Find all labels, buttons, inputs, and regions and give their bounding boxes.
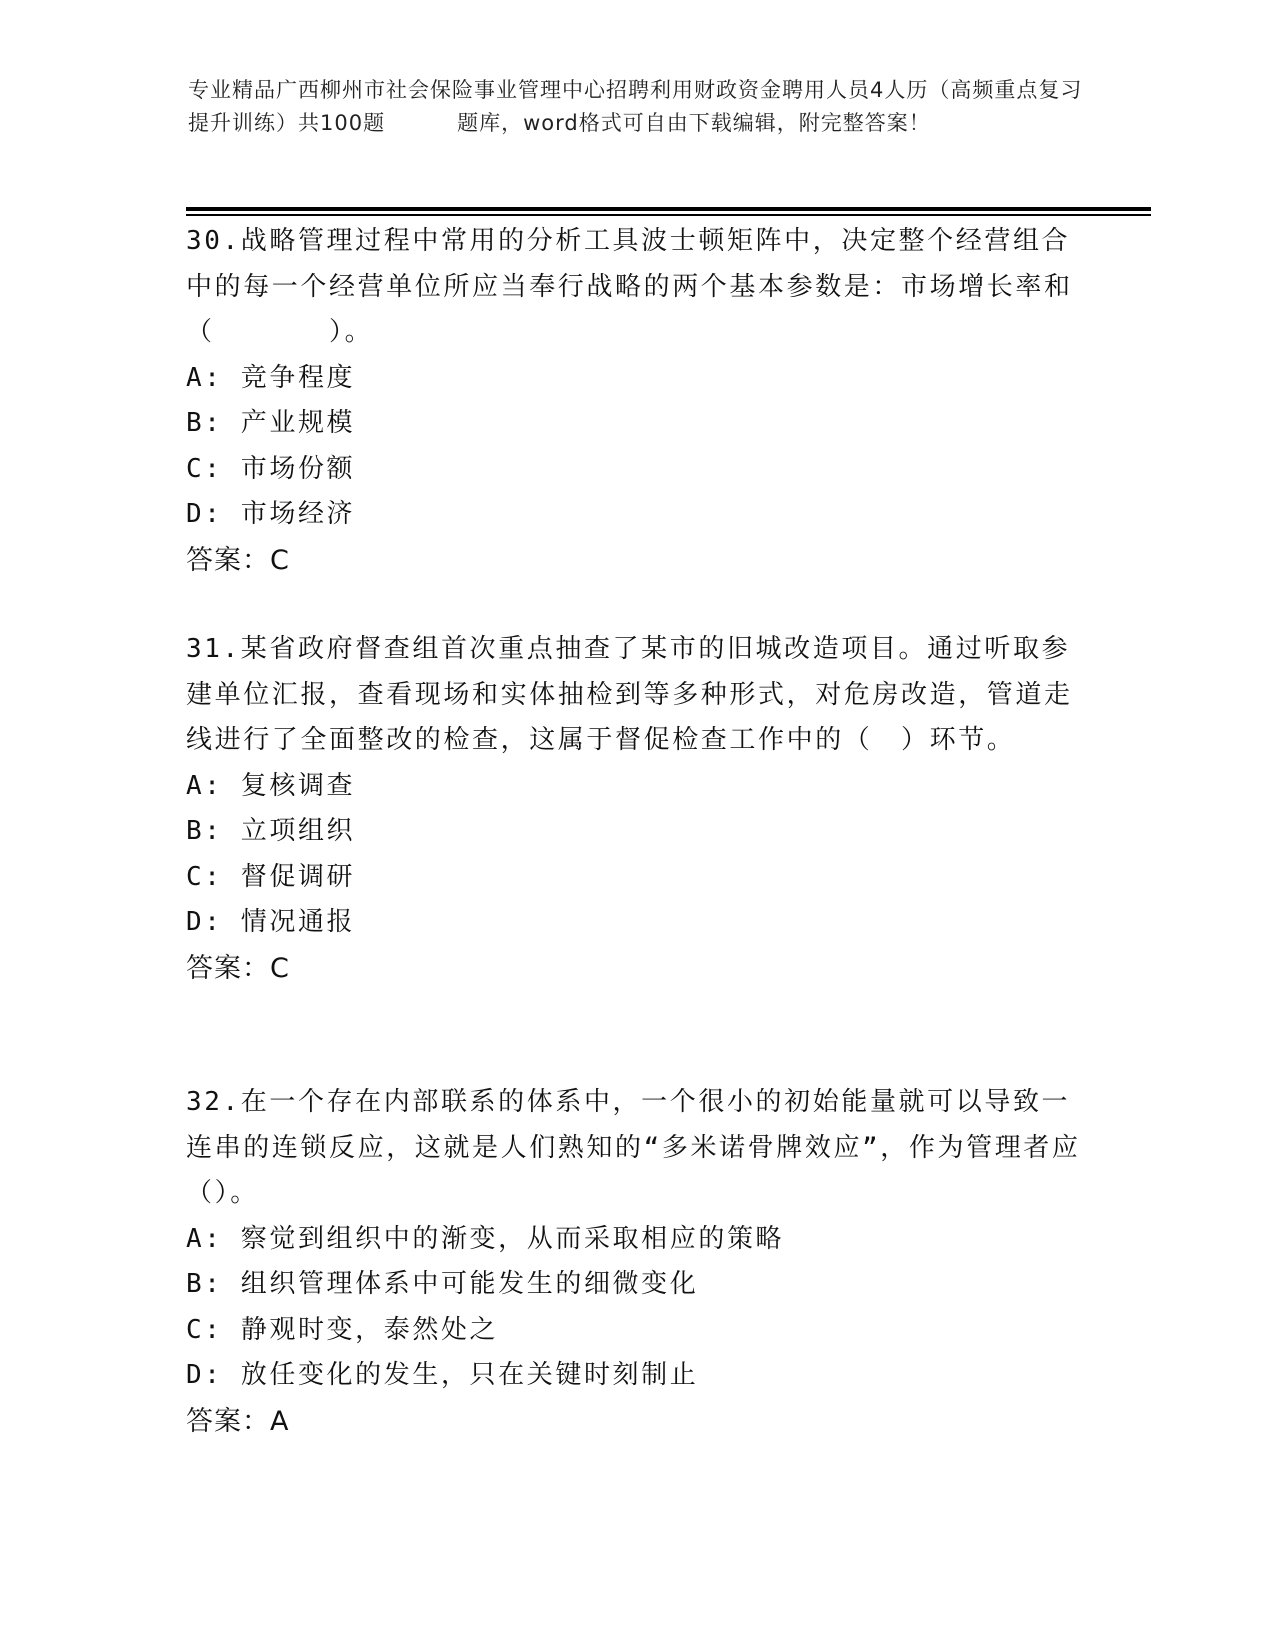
question-stem: 31.某省政府督查组首次重点抽查了某市的旧城改造项目。通过听取参建单位汇报，查看现场和实体抽检到等多种形式，对危房改造，管道走线进行了全面整改的检查，这属于督促检查工作中的（ ）环节。 [186, 634, 1073, 755]
option-b: B: 产业规模 [186, 408, 356, 438]
header-divider-thick [186, 207, 1151, 211]
option-c: C: 督促调研 [186, 861, 356, 892]
answer: 答案：C [186, 952, 290, 984]
option-d: D: 放任变化的发生，只在关键时刻制止 [186, 1360, 699, 1390]
question-31 [186, 627, 1086, 991]
question-stem: 30.战略管理过程中常用的分析工具波士顿矩阵中，决定整个经营组合中的每一个经营单位所应当奉行战略的两个基本参数是：市场增长率和（ ）。 [186, 226, 1073, 347]
question-32 [186, 1080, 1086, 1444]
header-title: 专业精品广西柳州市社会保险事业管理中心招聘利用财政资金聘用人员4人历（高频重点复习提升训练）共100题 [188, 78, 1083, 135]
answer: 答案：C [186, 544, 290, 576]
option-d: D: 市场经济 [186, 499, 356, 529]
option-b: B: 立项组织 [186, 816, 356, 846]
option-a: A: 竞争程度 [186, 362, 356, 393]
question-stem: 32.在一个存在内部联系的体系中，一个很小的初始能量就可以导致一连串的连锁反应，这就是人们熟知的“多米诺骨牌效应”，作为管理者应（）。 [186, 1087, 1081, 1208]
header-subtitle: 题库，word格式可自由下载编辑，附完整答案！ [457, 110, 931, 135]
answer: 答案：A [186, 1405, 290, 1437]
question-30 [186, 219, 1086, 583]
option-b: B: 组织管理体系中可能发生的细微变化 [186, 1269, 699, 1299]
option-a: A: 察觉到组织中的渐变，从而采取相应的策略 [186, 1223, 785, 1254]
option-a: A: 复核调查 [186, 770, 356, 801]
document-header [188, 74, 1088, 139]
option-c: C: 市场份额 [186, 453, 356, 484]
header-divider-thin [186, 214, 1151, 216]
option-d: D: 情况通报 [186, 907, 356, 937]
option-c: C: 静观时变，泰然处之 [186, 1314, 499, 1345]
